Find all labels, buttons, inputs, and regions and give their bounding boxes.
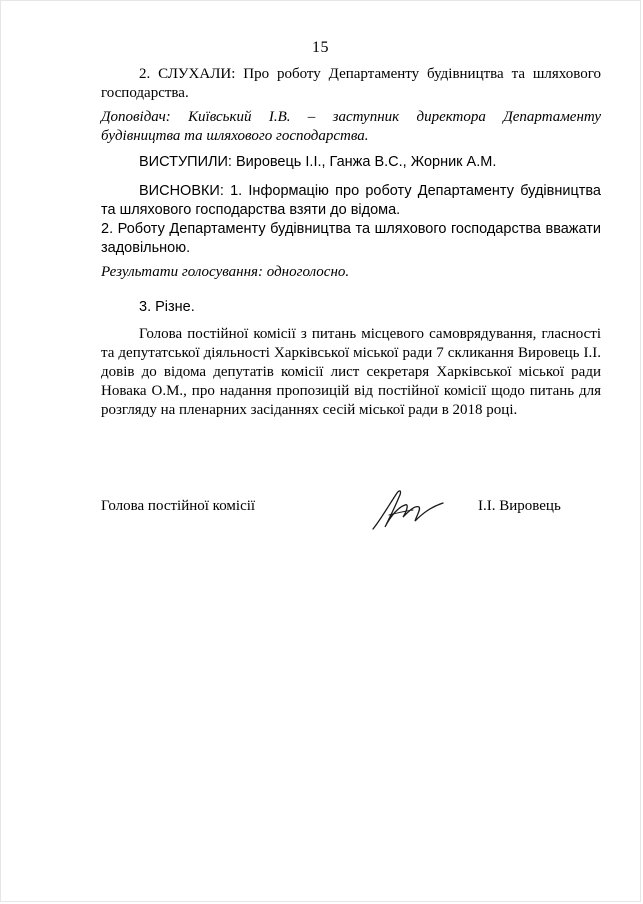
heard-line2: господарства.	[101, 85, 189, 101]
vote-result: Результати голосування: одноголосно.	[101, 264, 350, 280]
item2-speaker	[101, 108, 601, 146]
item2-heard	[101, 65, 601, 103]
item3-paragraph	[101, 325, 601, 420]
page-number: 15	[312, 39, 329, 56]
speaker-line2: будівництва та шляхового господарства.	[101, 128, 369, 144]
conclusions-line1: ВИСНОВКИ: 1. Інформацію про роботу Департаменту будівництва	[139, 183, 601, 199]
conclusions-line2: та шляхового господарства взяти до відома.	[101, 202, 401, 218]
item3-line5: розгляду на пленарних засіданнях сесій міської ради в 2018 році.	[101, 402, 518, 418]
item3-line1: Голова постійної комісії з питань місцевого самоврядування, гласності	[139, 326, 601, 342]
item3-title-text: 3. Різне.	[139, 299, 195, 315]
item3-line4: Новака О.М., про надання пропозицій від постійної комісії щодо питань для	[101, 383, 601, 399]
speaker-line1: Доповідач: Київський І.В. – заступник директора Департаменту	[101, 109, 601, 125]
conclusion2-line1: 2. Роботу Департаменту будівництва та шляхового господарства вважати	[101, 221, 601, 237]
item2-spoke	[101, 153, 601, 172]
handwritten-signature	[369, 485, 449, 540]
spoke-line: ВИСТУПИЛИ: Вировець І.І., Ганжа В.С., Жорник А.М.	[139, 154, 497, 170]
item3-line3: довів до відома депутатів комісії лист секретаря Харківської міської ради	[101, 364, 601, 380]
signatory-position: Голова постійної комісії	[101, 498, 256, 514]
heard-line1: 2. СЛУХАЛИ: Про роботу Департаменту будівництва та шляхового	[139, 66, 601, 82]
item2-conclusions	[101, 182, 601, 258]
signatory-name: І.І. Вировець	[478, 498, 561, 514]
item3-line2: та депутатської діяльності Харківської міської ради 7 скликання Вировець І.І.	[101, 345, 601, 361]
item3-title	[101, 298, 601, 317]
conclusion2-line2: задовільною.	[101, 240, 191, 256]
